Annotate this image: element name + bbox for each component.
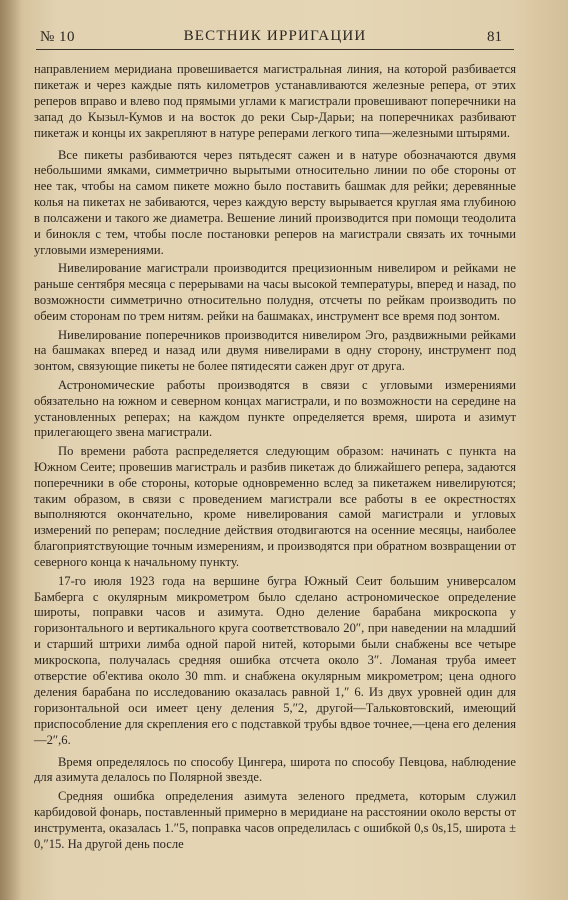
- running-header: [36, 27, 514, 50]
- paragraph: Время определялось по способу Цингера, широта по способу Певцова, наблюдение для азимута делалось по Полярной звезде.: [34, 754, 516, 785]
- paragraph: Все пикеты разбиваются через пятьдесят сажен и в натуре обозначаются двумя небольшими ямками, симметрично вырытыми относительно линии по обе стороны от нее так, чтобы на самом пикете можно было поставить башмак для рейки; деревянные колья на пикетах не забиваются, через каждую версту вырывается круглая яма глубиною в полсажени и такого же диаметра. Вешение линий производится при помощи теодолита и бинокля с тем, чтобы после постановки реперов на магистрали связать их точными угловыми измерениями.: [34, 147, 516, 257]
- paragraph: По времени работа распределяется следующим образом: начинать с пункта на Южном Сеите; провешив магистраль и разбив пикетаж до ближайшего репера, задаются поперечники в обе стороны, которые одновременно вслед за пикетажем нивелируются; таким образом, в связи с проведением магистрали все работы в ее окрестностях выполняются окончательно, кроме нивелирования самой магистрали и угловых измерений по реперам; последние действия отодвигаются на осенние месяцы, наиболее благоприятствующие точным измерениям, и производятся при обратном возвращении от северного конца к начальному пункту.: [34, 443, 516, 570]
- paragraph: 17-го июля 1923 года на вершине бугра Южный Сеит большим универсалом Бамберга с окулярным микрометром было сделано астрономическое определение широты, поправки часов и азимута. Одно деление барабана микроскопа у горизонтального и вертикального круга соответствовало 20″, при наведении на младший и старший штрихи лимба одной парой нитей, которыми были снабжены все четыре микроскопа, получалась средняя ошибка отсчета около 3″. Ломаная труба имеет отверстие об'ектива около 30 mm. и снабжена окулярным микрометром; цена одного деления барабана по исследованию оказалась равной 1,″ 6. Из двух уровней один для горизонтальной оси имеет цену деления 5,″2, другой—Тальковтовский, имеющий приспособление для скрепления его с подставкой трубы вдвое точнее,—цена его деления—2″,6.: [34, 573, 516, 747]
- paragraph: Астрономические работы производятся в связи с угловыми измерениями обязательно на южном и северном концах магистрали, и по возможности на середине на установленных реперах; на каждом пункте определяется время, широта и азимут прилегающего звена магистрали.: [34, 377, 516, 440]
- issue-number: № 10: [40, 29, 76, 45]
- body-text: [34, 62, 516, 855]
- paragraph: направлением меридиана провешивается магистральная линия, на которой разбивается пикетаж и через каждые пять километров устанавливаются железные репера, от этих реперов вправо и влево под прямыми углами к магистрали провешивают поперечники на запад до Кызыл-Кумов и на восток до реки Сыр-Дарьи; на поперечниках разбивают пикетаж и концы их закрепляют в натуре реперами легкого типа—железными штырями.: [34, 62, 516, 140]
- journal-title: ВЕСТНИК ИРРИГАЦИИ: [183, 28, 367, 44]
- binding-shadow: [0, 0, 22, 900]
- paragraph: Нивелирование поперечников производится нивелиром Эго, раздвижными рейками на башмаках вперед и назад или двумя нивелирами в одну сторону, инструмент под зонтом, связующие пикеты не более пятидесяти сажен друг от друга.: [34, 327, 516, 374]
- paragraph: Средняя ошибка определения азимута зеленого предмета, которым служил карбидовой фонарь, поставленный примерно в меридиане на расстоянии около версты от инструмента, оказалась 1.″5, поправка часов определилась с ошибкой 0,s 0s,15, широта ± 0,″15. На другой день после: [34, 788, 516, 851]
- page-number: 81: [487, 29, 502, 45]
- paragraph: Нивелирование магистрали производится прецизионным нивелиром и рейками не раньше сентября месяца с перерывами на часы высокой температуры, вперед и назад, по возможности симметрично относительно полудня, отсчеты по рейкам производить по обеим сторонам по трем нитям. рейки на башмаках, инструмент все время под зонтом.: [34, 261, 516, 324]
